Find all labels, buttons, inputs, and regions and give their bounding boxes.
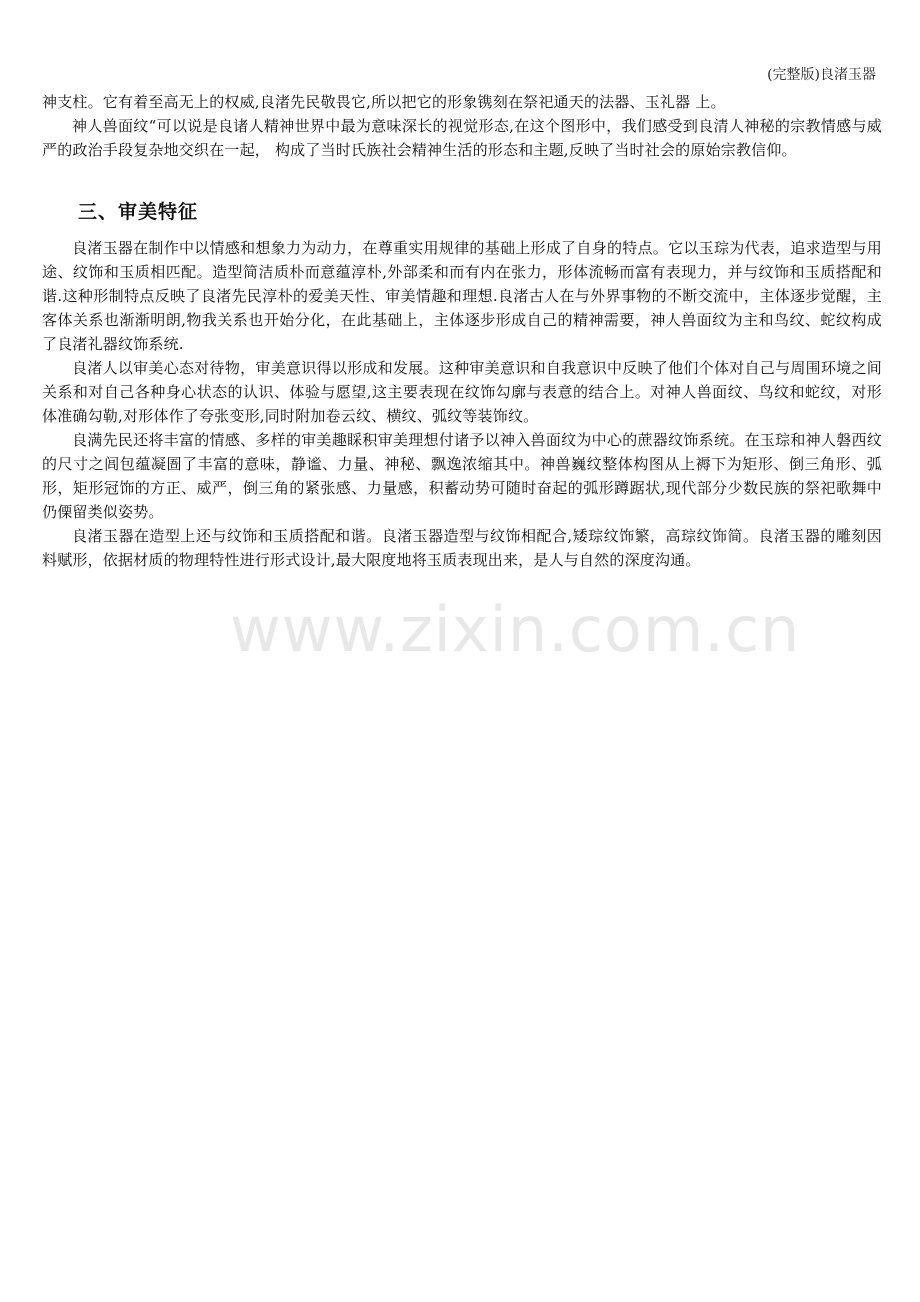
body-paragraph: 良渚人以审美心态对待物，审美意识得以形成和发展。这种审美意识和自我意识中反映了他们个体对自己与周围环境之间关系和对自己各种身心状态的认识、体验与愿望,这主要表现在纹饰勾廓与表意的结合上。对神人兽面纹、鸟纹和蛇纹，对形体准确勾勒,对形体作了夸张变形,同时附加卷云纹、横纹、弧纹等装饰纹。 [42,359,882,425]
running-header-title: (完整版)良渚玉器 [767,67,876,83]
intro-continuation-paragraph: 神支柱。它有着至高无上的权威,良渚先民敬畏它,所以把它的形象镌刻在祭祀通天的法器、玉礼器 上。 [42,93,726,111]
section-heading-aesthetic-features: 三、审美特征 [78,201,199,223]
site-watermark: www.zixin.com.cn [230,593,801,666]
document-body [42,90,882,572]
body-paragraph: 良满先民还将丰富的情感、多样的审美趣睬积审美理想付诸予以神入兽面纹为中心的蔗器纹饰系统。在玉琮和神人磐西纹的尺寸之闾包蕴凝圄了丰富的意味，静谧、力量、神秘、飘逸浓缩其中。神兽巍纹整体构图从上褥下为矩形、倒三角形、弧形，矩形冠饰的方正、威严，倒三角的紧张感、力量感，积蓄动势可随时奋起的弧形蹲踞状,现代部分少数民族的祭祀歌舞中仍傈留类似姿势。 [42,431,882,521]
intro-paragraph: 神人兽面纹“可以说是良诸人精神世界中最为意味深长的视觉形态,在这个图形中，我们感受到良清人神秘的宗教情感与威严的政治手段复杂地交织在一起， 构成了当时氏族社会精神生活的形态和主题,反映了当时社会的原始宗教信仰。 [42,117,882,159]
body-paragraph: 良渚玉器在造型上还与纹饰和玉质搭配和谐。良渚玉器造型与纹饰相配合,矮琮纹饰繁，高琮纹饰简。良渚玉器的雕刻因料赋形，依据材质的物理特性进行形式设计,最大限度地将玉质表现出来，是人与自然的深度沟通。 [42,527,882,569]
body-paragraph: 良渚玉器在制作中以情感和想象力为动力，在尊重实用规律的基础上形成了自身的特点。它以玉琮为代表，追求造型与用途、纹饰和玉质相匹配。造型简洁质朴而意蕴淳朴,外部柔和而有内在张力，形体流畅而富有表现力，并与纹饰和玉质搭配和谐.这种形制特点反映了良渚先民淳朴的爱美天性、审美情趣和理想.良渚古人在与外界事物的不断交流中，主体逐步觉醒，主客体关系也渐渐明朗,物我关系也开始分化，在此基础上，主体逐步形成自己的精神需要，神人兽面纹为主和鸟纹、蛇纹构成了良渚礼器纹饰系统. [42,239,882,353]
